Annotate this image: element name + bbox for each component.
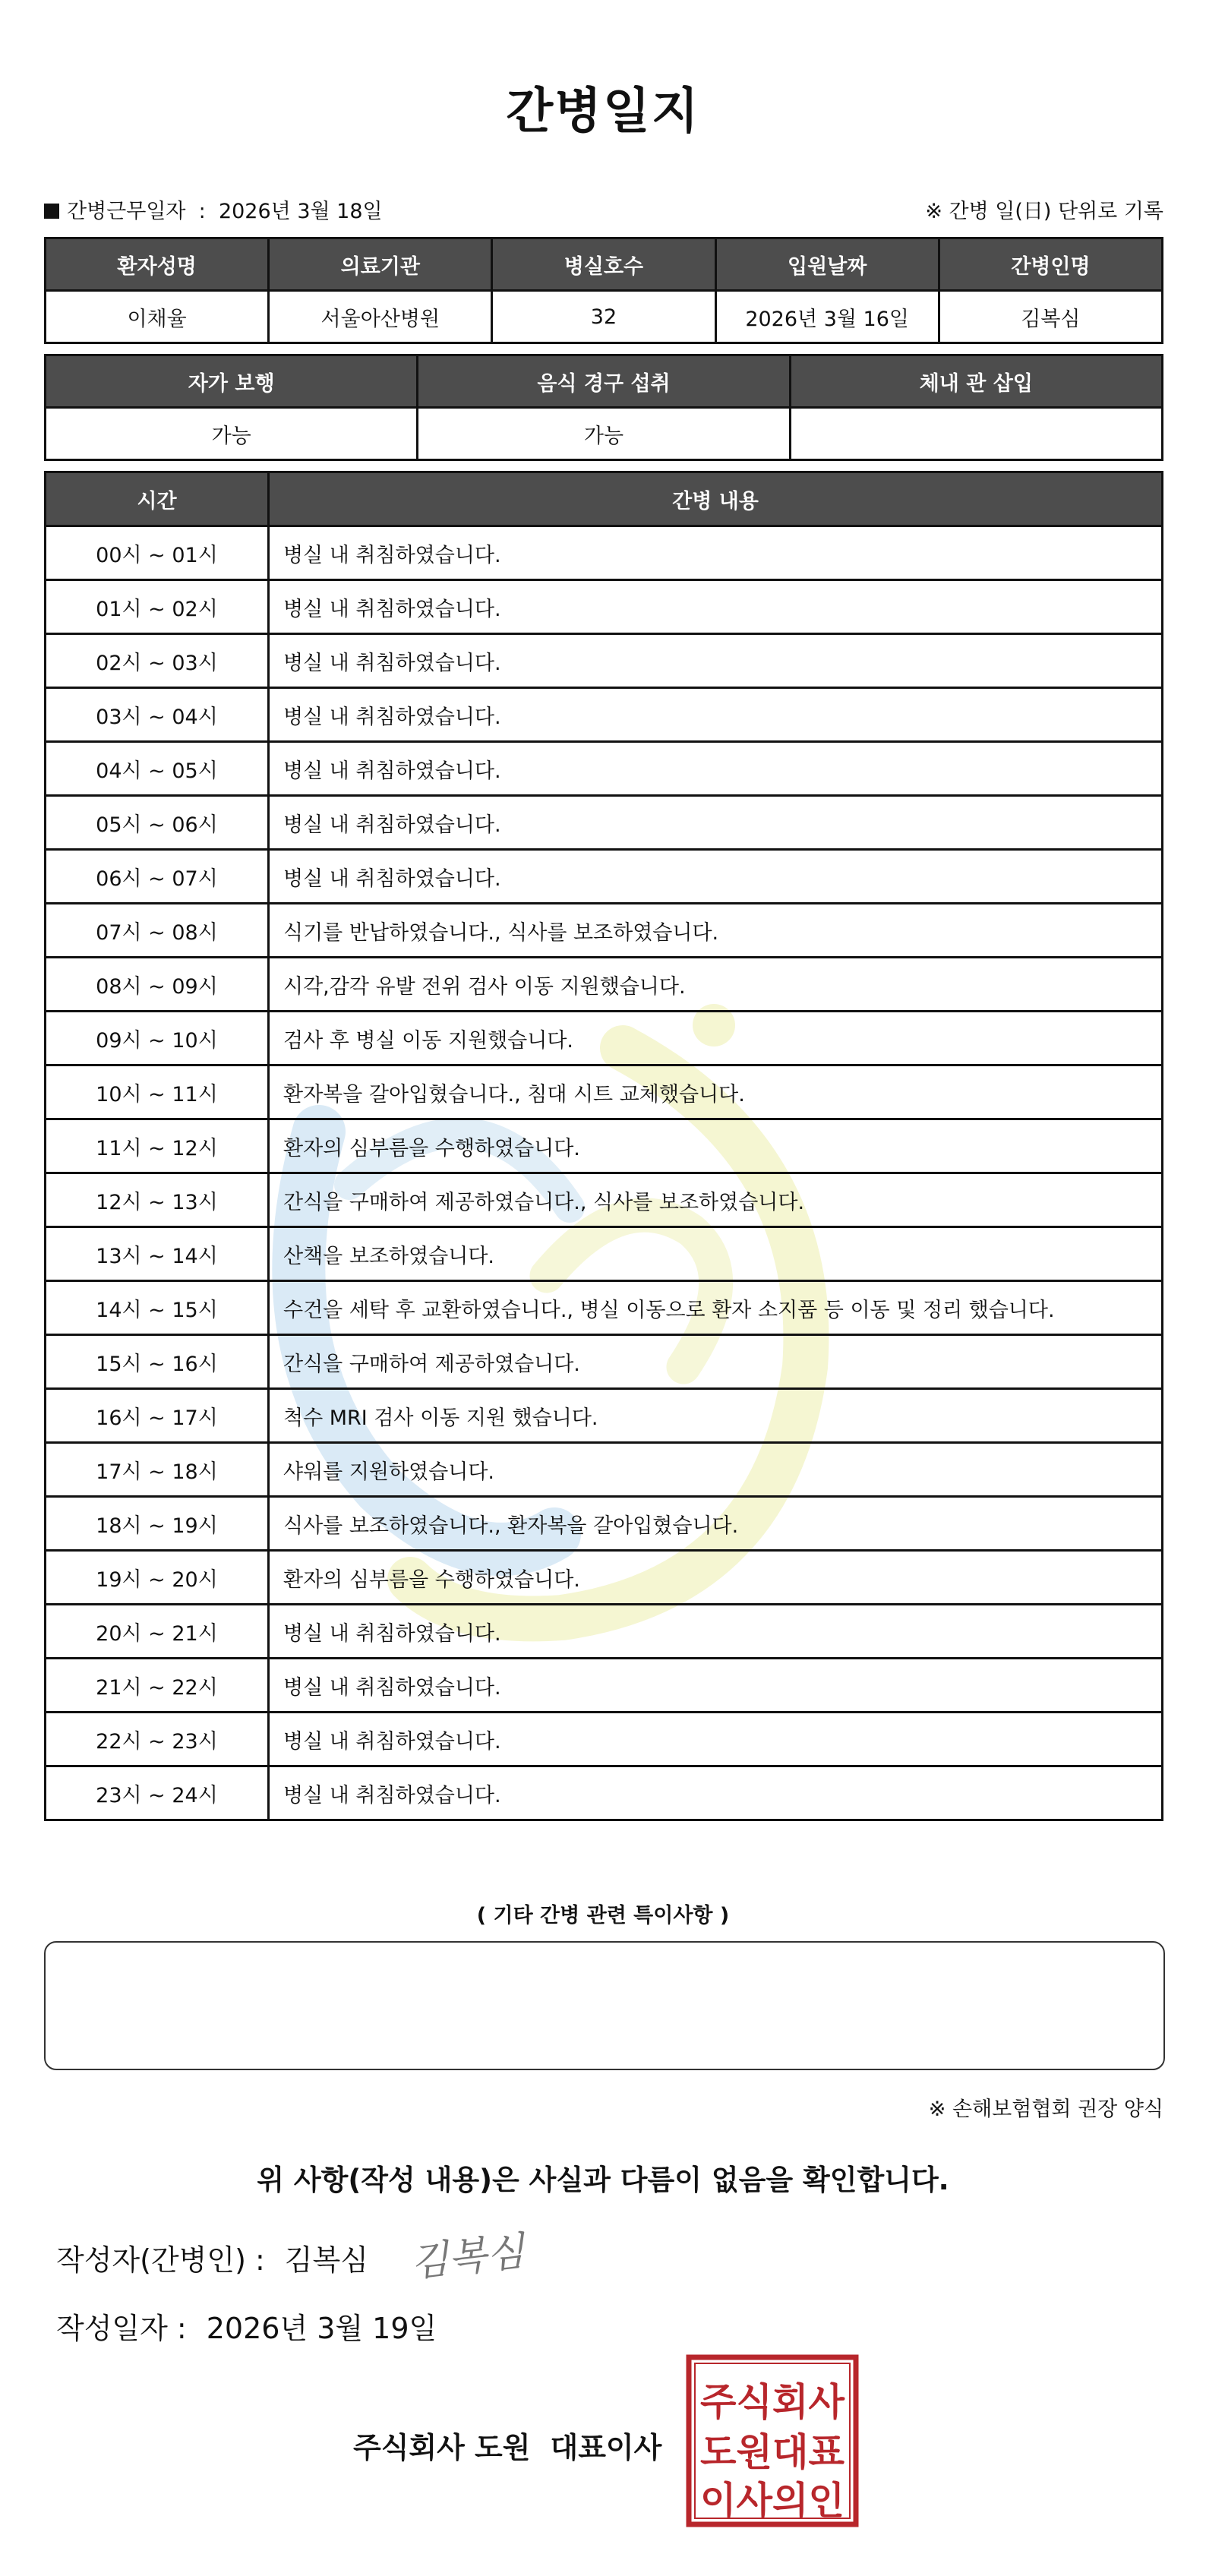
table-row (46, 1173, 1163, 1227)
company-signature-line (353, 2424, 661, 2466)
table-row (46, 1766, 1163, 1820)
time-slot: 09시 ~ 10시 (46, 1012, 269, 1065)
care-content: 환자의 심부름을 수행하였습니다. (269, 1119, 1163, 1173)
handwritten-signature (403, 2225, 532, 2286)
time-slot: 20시 ~ 21시 (46, 1605, 269, 1659)
work-date-label: 간병근무일자 (67, 200, 186, 223)
time-slot: 21시 ~ 22시 (46, 1659, 269, 1713)
time-slot: 17시 ~ 18시 (46, 1443, 269, 1497)
time-slot: 22시 ~ 23시 (46, 1713, 269, 1766)
header-patient-name: 환자성명 (46, 238, 269, 291)
header-admission-date: 입원날짜 (715, 238, 939, 291)
care-log-table (44, 471, 1163, 1821)
care-content: 병실 내 취침하였습니다. (269, 526, 1163, 580)
table-row (46, 526, 1163, 580)
time-slot: 07시 ~ 08시 (46, 904, 269, 958)
care-content: 병실 내 취침하였습니다. (269, 580, 1163, 634)
write-date-label: 작성일자 : (56, 2312, 187, 2345)
table-row (46, 1227, 1163, 1281)
table-row (46, 742, 1163, 796)
table-row (46, 1281, 1163, 1335)
table-row (46, 634, 1163, 688)
writer-name: 김복심 (284, 2243, 368, 2277)
header-tube-insertion: 체내 관 삽입 (790, 355, 1162, 408)
table-row (46, 904, 1163, 958)
table-row (46, 1497, 1163, 1551)
time-slot: 12시 ~ 13시 (46, 1173, 269, 1227)
table-row (46, 1335, 1163, 1389)
table-row (46, 1605, 1163, 1659)
oral-intake-value: 가능 (418, 408, 790, 460)
care-content: 병실 내 취침하였습니다. (269, 634, 1163, 688)
header-oral-intake: 음식 경구 섭취 (418, 355, 790, 408)
patient-status-table (44, 354, 1163, 461)
care-content: 병실 내 취침하였습니다. (269, 1605, 1163, 1659)
seal-line-3: 이사의인 (700, 2479, 845, 2523)
table-row (46, 958, 1163, 1012)
time-slot: 19시 ~ 20시 (46, 1551, 269, 1605)
time-slot: 06시 ~ 07시 (46, 850, 269, 904)
hospital-value: 서울아산병원 (269, 291, 492, 343)
care-content: 병실 내 취침하였습니다. (269, 742, 1163, 796)
time-slot: 11시 ~ 12시 (46, 1119, 269, 1173)
header-care-content: 간병 내용 (269, 472, 1163, 526)
remarks-title: ( 기타 간병 관련 특이사항 ) (476, 1904, 730, 1927)
time-slot: 08시 ~ 09시 (46, 958, 269, 1012)
care-content: 병실 내 취침하였습니다. (269, 796, 1163, 850)
table-row (46, 1119, 1163, 1173)
care-content: 환자의 심부름을 수행하였습니다. (269, 1551, 1163, 1605)
care-log-body (46, 526, 1163, 1820)
time-slot: 23시 ~ 24시 (46, 1766, 269, 1820)
table-row (46, 1551, 1163, 1605)
patient-name-value: 이채율 (46, 291, 269, 343)
header-caregiver-name: 간병인명 (939, 238, 1162, 291)
care-content: 병실 내 취침하였습니다. (269, 1713, 1163, 1766)
header-room-number: 병실호수 (492, 238, 715, 291)
square-bullet-icon (44, 204, 59, 219)
work-date-line (44, 194, 383, 224)
time-slot: 16시 ~ 17시 (46, 1389, 269, 1443)
time-slot: 18시 ~ 19시 (46, 1497, 269, 1551)
seal-line-1: 주식회사 (700, 2380, 845, 2424)
care-content: 검사 후 병실 이동 지원했습니다. (269, 1012, 1163, 1065)
care-content: 병실 내 취침하였습니다. (269, 1766, 1163, 1820)
work-date-separator: : (198, 200, 206, 223)
care-content: 환자복을 갈아입혔습니다., 침대 시트 교체했습니다. (269, 1065, 1163, 1119)
table-row (46, 580, 1163, 634)
table-row (46, 1389, 1163, 1443)
table-row (46, 688, 1163, 742)
company-seal-stamp (686, 2354, 859, 2527)
page-title: 간병일지 (506, 84, 700, 140)
care-content: 병실 내 취침하였습니다. (269, 1659, 1163, 1713)
table-row (46, 1659, 1163, 1713)
time-slot: 01시 ~ 02시 (46, 580, 269, 634)
care-content: 식사를 보조하였습니다., 환자복을 갈아입혔습니다. (269, 1497, 1163, 1551)
care-content: 수건을 세탁 후 교환하였습니다., 병실 이동으로 환자 소지품 등 이동 및 정리 했습니다. (269, 1281, 1163, 1335)
self-walking-value: 가능 (46, 408, 418, 460)
header-hospital: 의료기관 (269, 238, 492, 291)
header-time: 시간 (46, 472, 269, 526)
table-row (46, 1012, 1163, 1065)
care-content: 시각,감각 유발 전위 검사 이동 지원했습니다. (269, 958, 1163, 1012)
header-self-walking: 자가 보행 (46, 355, 418, 408)
daily-record-note: ※ 간병 일(日) 단위로 기록 (925, 200, 1163, 223)
write-date-row (56, 2305, 437, 2347)
table-row (46, 1443, 1163, 1497)
remarks-box (44, 1941, 1165, 2070)
signature-text: 김복심 (408, 2228, 527, 2286)
time-slot: 10시 ~ 11시 (46, 1065, 269, 1119)
seal-line-2: 도원대표 (700, 2430, 845, 2474)
table-row (46, 796, 1163, 850)
tube-insertion-value (790, 408, 1162, 460)
care-content: 간식을 구매하여 제공하였습니다. (269, 1335, 1163, 1389)
caregiver-name-value: 김복심 (939, 291, 1162, 343)
care-content: 간식을 구매하여 제공하였습니다., 식사를 보조하였습니다. (269, 1173, 1163, 1227)
care-content: 산책을 보조하였습니다. (269, 1227, 1163, 1281)
time-slot: 03시 ~ 04시 (46, 688, 269, 742)
care-content: 샤워를 지원하였습니다. (269, 1443, 1163, 1497)
time-slot: 05시 ~ 06시 (46, 796, 269, 850)
time-slot: 00시 ~ 01시 (46, 526, 269, 580)
writer-label: 작성자(간병인) : (56, 2243, 265, 2277)
table-row (46, 850, 1163, 904)
care-content: 식기를 반납하였습니다., 식사를 보조하였습니다. (269, 904, 1163, 958)
write-date-value: 2026년 3월 19일 (206, 2312, 437, 2345)
time-slot: 15시 ~ 16시 (46, 1335, 269, 1389)
room-number-value: 32 (492, 291, 715, 343)
writer-row (56, 2237, 368, 2278)
time-slot: 13시 ~ 14시 (46, 1227, 269, 1281)
time-slot: 14시 ~ 15시 (46, 1281, 269, 1335)
recommended-form-note: ※ 손해보험협회 권장 양식 (928, 2098, 1163, 2121)
confirmation-statement: 위 사항(작성 내용)은 사실과 다름이 없음을 확인합니다. (257, 2164, 949, 2196)
time-slot: 04시 ~ 05시 (46, 742, 269, 796)
table-row (46, 1065, 1163, 1119)
patient-info-table (44, 237, 1163, 344)
care-content: 병실 내 취침하였습니다. (269, 688, 1163, 742)
work-date-value: 2026년 3월 18일 (218, 200, 383, 223)
care-content: 척수 MRI 검사 이동 지원 했습니다. (269, 1389, 1163, 1443)
table-row (46, 1713, 1163, 1766)
admission-date-value: 2026년 3월 16일 (715, 291, 939, 343)
care-content: 병실 내 취침하였습니다. (269, 850, 1163, 904)
time-slot: 02시 ~ 03시 (46, 634, 269, 688)
company-name: 주식회사 도원 (353, 2431, 531, 2464)
ceo-title: 대표이사 (550, 2431, 662, 2464)
